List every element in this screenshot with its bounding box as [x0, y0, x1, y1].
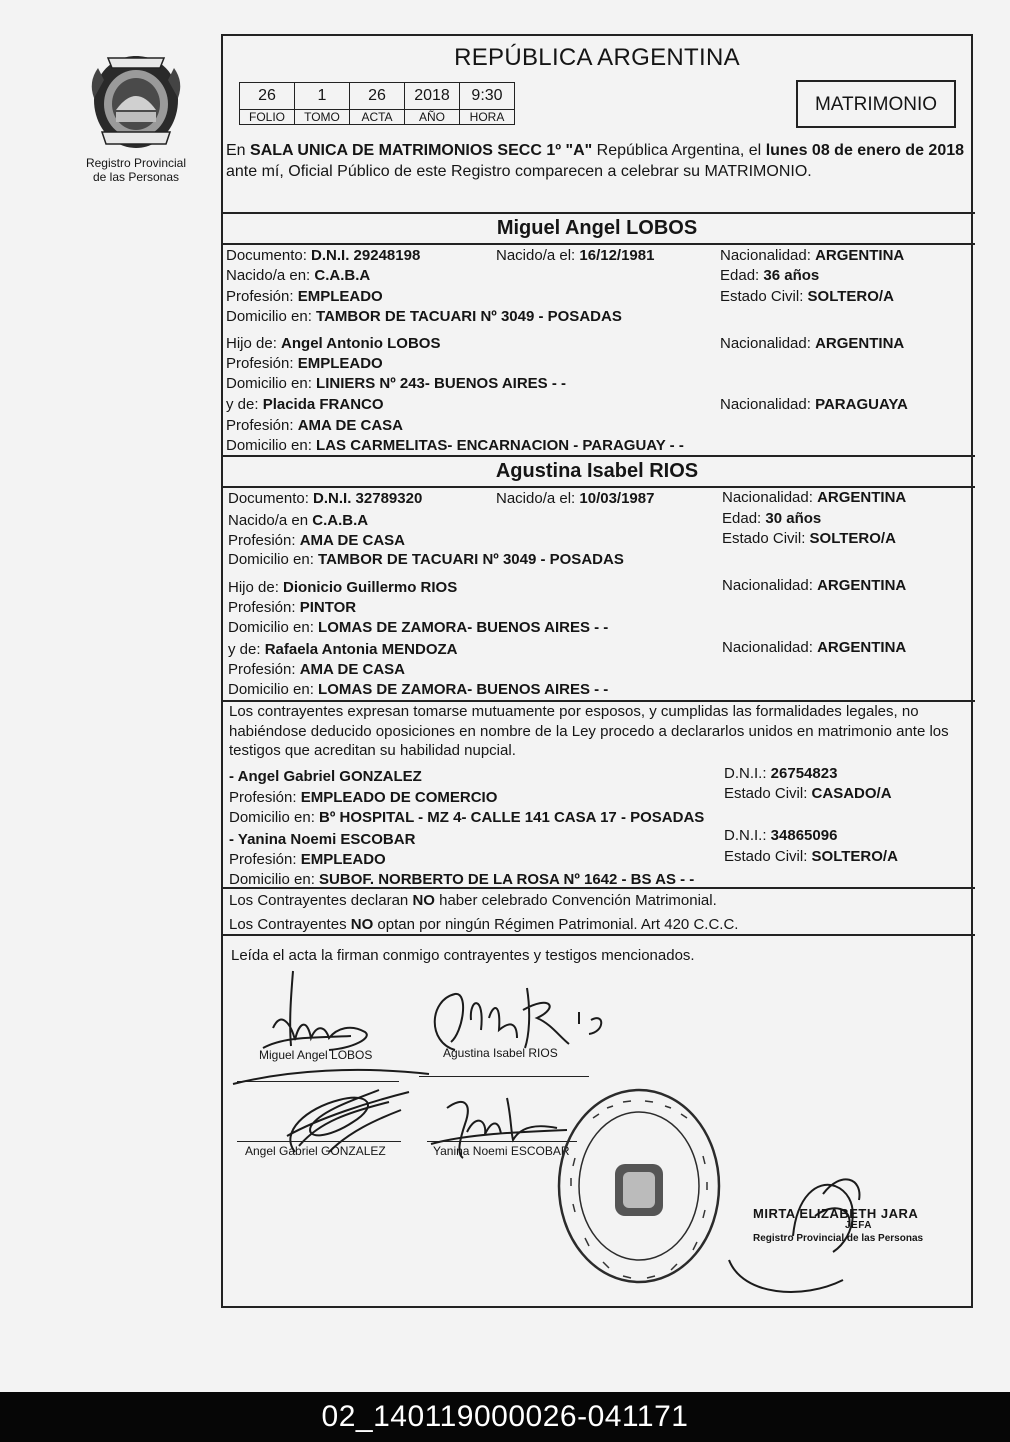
divider [223, 486, 975, 488]
witness1-signature-label: Angel Gabriel GONZALEZ [245, 1144, 386, 1158]
bride-address: Domicilio en: TAMBOR DE TACUARI Nº 3049 - POSADAS [228, 551, 624, 568]
bride-father-address: Domicilio en: LOMAS DE ZAMORA- BUENOS AIRES - - [228, 619, 609, 636]
folio-label: FOLIO [240, 110, 295, 125]
groom-mother-profession: Profesión: AMA DE CASA [226, 417, 403, 434]
acta-label: ACTA [350, 110, 405, 125]
divider [223, 212, 975, 214]
bride-mother: y de: Rafaela Antonia MENDOZA [228, 641, 458, 658]
official-name: MIRTA ELIZABETH JARA [753, 1206, 919, 1221]
groom-birthplace: Nacido/a en: C.A.B.A [226, 267, 371, 284]
declaration-paragraph: Los contrayentes expresan tomarse mutuamente por esposos, y cumplidas las formalidades legales, no habiéndose deducido oposiciones en nombre de la Ley procedo a declararlos unidos en matrimonio ante los testigos que acreditan su habilidad nupcial. [229, 703, 949, 759]
official-org: Registro Provincial de las Personas [753, 1233, 924, 1244]
witness1-marital-status: Estado Civil: CASADO/A [724, 785, 892, 802]
divider [223, 243, 975, 245]
divider [223, 934, 975, 936]
witness2-profession: Profesión: EMPLEADO [229, 851, 386, 868]
tomo-value: 1 [295, 83, 350, 110]
witness1-profession: Profesión: EMPLEADO DE COMERCIO [229, 789, 498, 806]
bride-profession: Profesión: AMA DE CASA [228, 532, 405, 549]
groom-age: Edad: 36 años [720, 267, 820, 284]
acta-value: 26 [350, 83, 405, 110]
anio-label: AÑO [405, 110, 460, 125]
groom-profession: Profesión: EMPLEADO [226, 288, 383, 305]
bride-birthplace: Nacido/a en C.A.B.A [228, 512, 369, 529]
registry-logo [74, 52, 198, 184]
signature-line [237, 1141, 401, 1142]
folio-value: 26 [240, 83, 295, 110]
anio-value: 2018 [405, 83, 460, 110]
groom-father-nationality: Nacionalidad: ARGENTINA [720, 335, 905, 352]
registry-data-table [239, 82, 515, 125]
logo-caption: Registro Provincial de las Personas [85, 156, 187, 184]
bride-father-profession: Profesión: PINTOR [228, 599, 357, 616]
provincial-seal-icon [86, 52, 186, 152]
groom-documento: Documento: D.N.I. 29248198 [226, 247, 421, 264]
regime-statement: Los Contrayentes NO optan por ningún Régimen Patrimonial. Art 420 C.C.C. [229, 916, 739, 933]
hora-label: HORA [460, 110, 515, 125]
witness2-address: Domicilio en: SUBOF. NORBERTO DE LA ROSA Nº 1642 - BS AS - - [229, 871, 695, 888]
hora-value: 9:30 [460, 83, 515, 110]
groom-name: Miguel Angel LOBOS [496, 217, 698, 239]
official-role: JEFA [845, 1220, 873, 1231]
witness1-address: Domicilio en: Bº HOSPITAL - MZ 4- CALLE 141 CASA 17 - POSADAS [229, 809, 705, 826]
bride-mother-profession: Profesión: AMA DE CASA [228, 661, 405, 678]
groom-mother-address: Domicilio en: LAS CARMELITAS- ENCARNACION - PARAGUAY - - [226, 437, 684, 454]
bride-mother-address: Domicilio en: LOMAS DE ZAMORA- BUENOS AIRES - - [228, 681, 609, 698]
groom-signature-label: Miguel Angel LOBOS [259, 1048, 373, 1062]
groom-father-address: Domicilio en: LINIERS Nº 243- BUENOS AIRES - - [226, 375, 566, 392]
bride-name: Agustina Isabel RIOS [495, 460, 699, 482]
groom-birthdate: Nacido/a el: 16/12/1981 [496, 247, 655, 264]
convention-statement: Los Contrayentes declaran NO haber celebrado Convención Matrimonial. [229, 892, 717, 909]
groom-father: Hijo de: Angel Antonio LOBOS [226, 335, 441, 352]
witness2-signature-label: Yanina Noemi ESCOBAR [433, 1144, 570, 1158]
witness1-dni: D.N.I.: 26754823 [724, 765, 838, 782]
bride-mother-nationality: Nacionalidad: ARGENTINA [722, 639, 907, 656]
tomo-label: TOMO [295, 110, 350, 125]
witness2-dni: D.N.I.: 34865096 [724, 827, 838, 844]
reading-statement: Leída el acta la firman conmigo contrayentes y testigos mencionados. [231, 947, 695, 964]
divider [223, 455, 975, 457]
document-barcode-footer: 02_140119000026-041171 [0, 1392, 1010, 1442]
bride-birthdate: Nacido/a el: 10/03/1987 [496, 490, 655, 507]
intro-paragraph: En SALA UNICA DE MATRIMONIOS SECC 1º "A" República Argentina, el lunes 08 de enero de 2018 ante mí, Oficial Público de este Registro comparecen a celebrar su MATRIMONIO. [226, 142, 965, 180]
witness2-name: - Yanina Noemi ESCOBAR [229, 831, 416, 848]
document-frame [221, 34, 973, 1308]
official-name-block [753, 1206, 923, 1244]
bride-documento: Documento: D.N.I. 32789320 [228, 490, 423, 507]
bride-marital-status: Estado Civil: SOLTERO/A [722, 530, 896, 547]
bride-age: Edad: 30 años [722, 510, 822, 527]
groom-marital-status: Estado Civil: SOLTERO/A [720, 288, 894, 305]
document-title: REPÚBLICA ARGENTINA [454, 44, 740, 71]
groom-father-profession: Profesión: EMPLEADO [226, 355, 383, 372]
groom-mother-nationality: Nacionalidad: PARAGUAYA [720, 396, 908, 413]
official-round-stamp [553, 1086, 725, 1286]
bride-nationality: Nacionalidad: ARGENTINA [722, 489, 907, 506]
act-type-box: MATRIMONIO [796, 80, 956, 128]
bride-father: Hijo de: Dionicio Guillermo RIOS [228, 579, 458, 596]
groom-nationality: Nacionalidad: ARGENTINA [720, 247, 905, 264]
bride-father-nationality: Nacionalidad: ARGENTINA [722, 577, 907, 594]
groom-address: Domicilio en: TAMBOR DE TACUARI Nº 3049 - POSADAS [226, 308, 622, 325]
witness2-marital-status: Estado Civil: SOLTERO/A [724, 848, 898, 865]
witness1-name: - Angel Gabriel GONZALEZ [229, 768, 422, 785]
divider [223, 887, 975, 889]
groom-mother: y de: Placida FRANCO [226, 396, 384, 413]
bride-signature-label: Agustina Isabel RIOS [443, 1046, 558, 1060]
